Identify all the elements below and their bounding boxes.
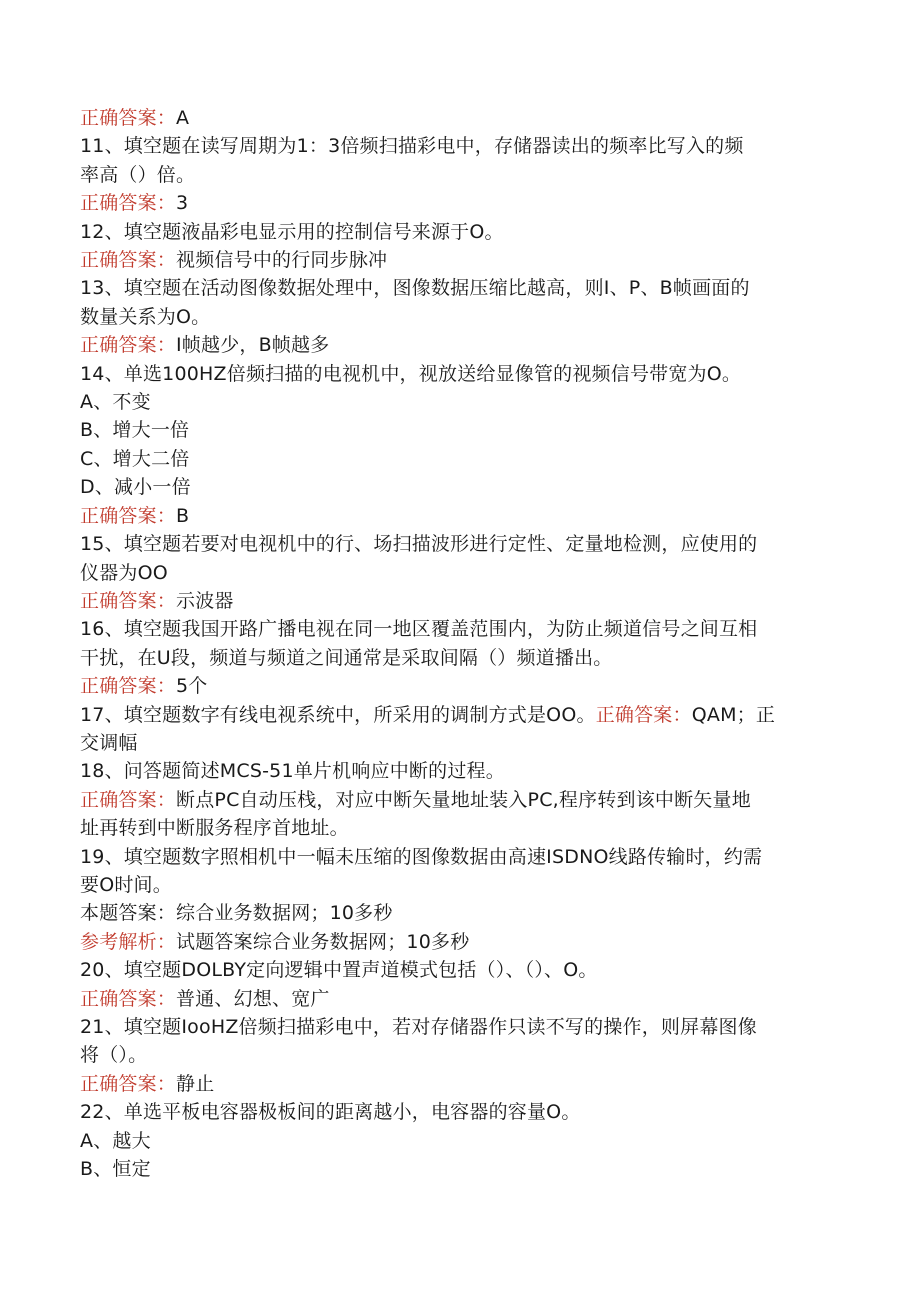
line-text: 视频信号中的行同步脉冲 <box>176 249 388 272</box>
line-text: 示波器 <box>176 589 234 612</box>
line-text: A、越大 <box>80 1129 151 1152</box>
line-text: 静止 <box>176 1072 215 1095</box>
text-line <box>80 757 840 785</box>
answer-line <box>80 104 840 132</box>
line-text: 20、填空题DOLBY定向逻辑中置声道模式包括（）、（）、O。 <box>80 959 598 982</box>
text-line <box>80 1041 840 1069</box>
line-text: B、增大一倍 <box>80 419 190 442</box>
text-line <box>80 871 840 899</box>
text-line <box>80 814 840 842</box>
line-text: A、不变 <box>80 391 151 414</box>
line-text: D、减小一倍 <box>80 476 191 499</box>
answer-line <box>80 928 840 956</box>
text-line <box>80 843 840 871</box>
text-line <box>80 956 840 984</box>
text-line <box>80 473 840 501</box>
line-text: 率高（）倍。 <box>80 163 196 186</box>
line-text: 15、填空题若要对电视机中的行、场扫描波形进行定性、定量地检测，应使用的 <box>80 533 758 556</box>
line-text: 13、填空题在活动图像数据处理中，图像数据压缩比越高，则I、P、B帧画面的 <box>80 277 750 300</box>
line-text: 11、填空题在读写周期为1：3倍频扫描彩电中，存储器读出的频率比写入的频 <box>80 135 744 158</box>
line-text: 16、填空题我国开路广播电视在同一地区覆盖范围内，为防止频道信号之间互相 <box>80 618 758 641</box>
line-text: C、增大二倍 <box>80 447 190 470</box>
answer-label: 正确答案： <box>80 788 177 811</box>
line-text: 数量关系为O。 <box>80 305 211 328</box>
text-line <box>80 899 840 927</box>
text-line <box>80 360 840 388</box>
line-text: 21、填空题IooHZ倍频扫描彩电中，若对存储器作只读不写的操作，则屏幕图像 <box>80 1016 757 1038</box>
line-text: A <box>176 107 190 129</box>
line-text: B <box>176 504 190 527</box>
text-line <box>80 1127 840 1155</box>
line-text: 3 <box>176 192 189 215</box>
text-line <box>80 530 840 558</box>
text-line <box>80 644 840 672</box>
line-text: I帧越少，B帧越多 <box>176 334 330 357</box>
line-text: 仪器为OO <box>80 561 168 584</box>
text-line <box>80 218 840 246</box>
document-page <box>80 104 840 1183</box>
answer-line <box>80 502 840 530</box>
answer-line <box>80 587 840 615</box>
answer-label: 正确答案： <box>80 1072 177 1095</box>
line-text: 试题答案综合业务数据网；10多秒 <box>176 930 470 953</box>
text-line <box>80 161 840 189</box>
text-line <box>80 132 840 160</box>
answer-line <box>80 189 840 217</box>
text-line <box>80 729 840 757</box>
text-line <box>80 445 840 473</box>
answer-label: 正确答案： <box>80 107 177 129</box>
line-text: QAM；正 <box>691 703 776 726</box>
answer-label: 正确答案： <box>595 703 692 726</box>
line-text: 12、填空题液晶彩电显示用的控制信号来源于O。 <box>80 220 504 243</box>
line-text: 普通、幻想、宽广 <box>176 987 330 1010</box>
line-text: 将（）。 <box>80 1044 148 1067</box>
text-line <box>80 274 840 302</box>
text-line <box>80 615 840 643</box>
line-text: 14、单选100HZ倍频扫描的电视机中，视放送给显像管的视频信号带宽为O。 <box>80 362 742 385</box>
answer-label: 正确答案： <box>80 589 177 612</box>
answer-label: 正确答案： <box>80 334 177 357</box>
text-line <box>80 303 840 331</box>
line-text: 5个 <box>176 675 208 698</box>
line-text: B、恒定 <box>80 1158 151 1181</box>
answer-line <box>80 246 840 274</box>
line-text: 18、问答题简述MCS-51单片机响应中断的过程。 <box>80 760 505 783</box>
text-line <box>80 388 840 416</box>
line-text: 22、单选平板电容器极板间的距离越小，电容器的容量O。 <box>80 1101 581 1124</box>
answer-label: 参考解析： <box>80 930 177 953</box>
line-text: 本题答案：综合业务数据网；10多秒 <box>80 902 393 925</box>
text-line <box>80 1098 840 1126</box>
text-line <box>80 416 840 444</box>
line-text: 址再转到中断服务程序首地址。 <box>80 817 349 840</box>
answer-line <box>80 331 840 359</box>
line-text: 干扰，在U段，频道与频道之间通常是采取间隔（）频道播出。 <box>80 646 613 669</box>
answer-line <box>80 786 840 814</box>
text-line <box>80 1155 840 1183</box>
line-text: 19、填空题数字照相机中一幅未压缩的图像数据由高速ISDNO线路传输时，约需 <box>80 845 763 868</box>
line-text: 交调幅 <box>80 731 138 754</box>
answer-label: 正确答案： <box>80 987 177 1010</box>
answer-line <box>80 1070 840 1098</box>
answer-line <box>80 672 840 700</box>
answer-line <box>80 985 840 1013</box>
text-line <box>80 1013 840 1041</box>
line-text: 断点PC自动压栈，对应中断矢量地址装入PC,程序转到该中断矢量地 <box>176 788 751 811</box>
line-text: 要O时间。 <box>80 873 172 896</box>
answer-label: 正确答案： <box>80 192 177 215</box>
answer-label: 正确答案： <box>80 504 177 527</box>
text-line <box>80 559 840 587</box>
answer-label: 正确答案： <box>80 675 177 698</box>
answer-label: 正确答案： <box>80 249 177 272</box>
line-text: 17、填空题数字有线电视系统中，所采用的调制方式是OO。 <box>80 703 596 726</box>
text-line <box>80 701 840 729</box>
